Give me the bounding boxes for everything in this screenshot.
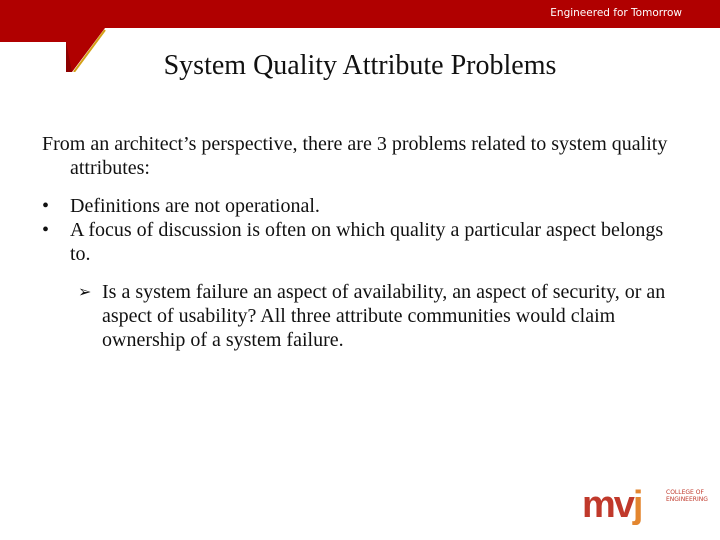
slide-title: System Quality Attribute Problems <box>163 50 557 81</box>
bullet-list <box>42 194 682 266</box>
slide-body <box>42 132 682 352</box>
header-tagline: Engineered for Tomorrow <box>550 7 682 19</box>
arrow-right-icon: ➢ <box>78 282 92 301</box>
bullet-dot-icon: • <box>42 219 50 241</box>
sub-bullet-text: Is a system failure an aspect of availability, an aspect of security, or an aspect of usability? All three attribute communities would claim ownership of a system failure. <box>102 281 666 351</box>
college-logo <box>582 484 708 532</box>
bullet-dot-icon: • <box>42 195 50 217</box>
bullet-item <box>42 218 682 266</box>
logo-side-text: COLLEGE OF ENGINEERING <box>666 489 708 503</box>
logo-letter-accent: j <box>632 484 642 526</box>
intro-paragraph: From an architect’s perspective, there are 3 problems related to system quality attributes: <box>42 133 668 179</box>
logo-letters <box>582 484 641 526</box>
bullet-text: Definitions are not operational. <box>70 195 320 217</box>
bullet-item <box>42 194 682 218</box>
bullet-text: A focus of discussion is often on which quality a particular aspect belongs to. <box>70 219 664 265</box>
sub-bullet-item <box>78 280 682 352</box>
logo-letters-main: mv <box>582 484 633 526</box>
